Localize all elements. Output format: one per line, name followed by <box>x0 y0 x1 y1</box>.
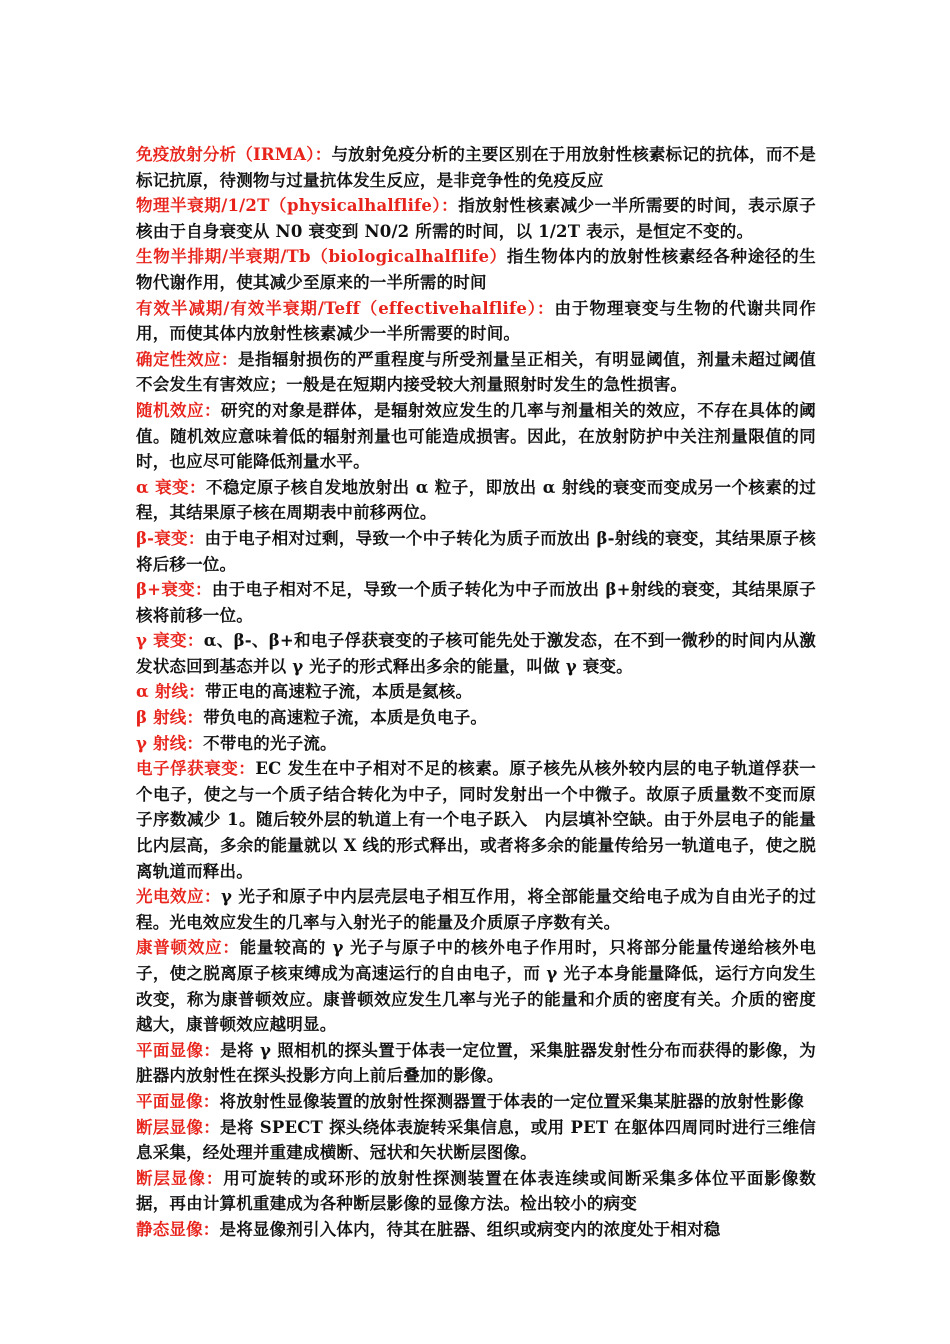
definition: 不带电的光子流。 <box>203 733 337 753</box>
entry-electron-capture <box>136 756 816 884</box>
term: α 衰变： <box>136 477 206 497</box>
entry-static-imaging <box>136 1217 816 1243</box>
term: 康普顿效应： <box>136 938 240 958</box>
term: 免疫放射分析（IRMA）： <box>136 145 332 164</box>
term: 电子俘获衰变： <box>136 759 256 779</box>
definition: 由于电子相对过剩，导致一个中子转化为质子而放出 β-射线的衰变，其结果原子核将后移一位。 <box>136 528 816 574</box>
definition: 与放射免疫分析的主要区别在于用放射性核素标记的抗体，而不是标记抗原，待测物与过量抗体发生反应，是非竞争性的免疫反应 <box>136 145 816 190</box>
term: β-衰变： <box>136 528 205 548</box>
term: 平面显像： <box>136 1040 221 1060</box>
definition: 不稳定原子核自发地放射出 α 粒子，即放出 α 射线的衰变而变成另一个核素的过程，其结果原子核在周期表中前移两位。 <box>136 477 816 523</box>
definition: EC 发生在中子相对不足的核素。原子核先从核外较内层的电子轨道俘获一个电子，使之与一个质子结合转化为中子，同时发射出一个中微子。故原子质量数不变而原子序数减少 1。随后较外层的轨道上有一个电子跃入 内层填补空缺。由于外层电子的能量比内层高，多余的能量就以 X 线的形式释出，或者将多余的能量传给另一轨道电子，使之脱离轨道而释出。 <box>136 759 816 881</box>
term: 断层显像： <box>136 1168 224 1188</box>
term: 平面显像： <box>136 1091 220 1111</box>
entry-tomographic-imaging-2 <box>136 1166 816 1217</box>
entry-planar-imaging-1 <box>136 1038 816 1089</box>
term: 物理半衰期/1/2T（physicalhalflife）： <box>136 196 459 216</box>
entry-tomographic-imaging-1 <box>136 1115 816 1166</box>
entry-biological-half-life <box>136 244 816 295</box>
entry-gamma-decay <box>136 628 816 679</box>
entry-alpha-decay <box>136 475 816 526</box>
term: β+衰变： <box>136 580 212 600</box>
term: 生物半排期/半衰期/Tb（biologicalhalflife） <box>136 247 507 267</box>
definition: 是将 SPECT 探头绕体表旋转采集信息，或用 PET 在躯体四周同时进行三维信息采集，经处理并重建成横断、冠状和矢状断层图像。 <box>136 1117 816 1163</box>
term: β 射线： <box>136 708 204 728</box>
entry-photoelectric-effect <box>136 884 816 935</box>
definition: 带正电的高速粒子流，本质是氦核。 <box>204 682 473 702</box>
definition: 由于物理衰变与生物的代谢共同作用，而使其体内放射性核素减少一半所需要的时间。 <box>136 298 817 344</box>
term: γ 射线： <box>136 733 204 753</box>
term: 断层显像： <box>136 1117 221 1137</box>
definition: 是将 γ 照相机的探头置于体表一定位置，采集脏器发射性分布而获得的影像，为脏器内放射性在探头投影方向上前后叠加的影像。 <box>136 1040 817 1086</box>
entry-stochastic-effect <box>136 398 816 475</box>
entry-beta-minus-decay <box>136 526 816 577</box>
definition: 将放射性显像装置的放射性探测器置于体表的一定位置采集某脏器的放射性影像 <box>219 1091 804 1111</box>
definition: 是将显像剂引入体内，待其在脏器、组织或病变内的浓度处于相对稳 <box>219 1219 721 1239</box>
term: 静态显像： <box>136 1219 220 1239</box>
definition: 指生物体内的放射性核素经各种途径的生物代谢作用，使其减少至原来的一半所需的时间 <box>136 247 816 292</box>
definition: 带负电的高速粒子流，本质是负电子。 <box>203 708 488 728</box>
definition: 是指辐射损伤的严重程度与所受剂量呈正相关，有明显阈值，剂量未超过阈值不会发生有害效应；一般是在短期内接受较大剂量照射时发生的急性损害。 <box>136 349 816 395</box>
term: 随机效应： <box>136 400 222 420</box>
entry-beta-ray <box>136 705 816 731</box>
definition: 研究的对象是群体，是辐射效应发生的几率与剂量相关的效应，不存在具体的阈值。随机效应意味着低的辐射剂量也可能造成损害。因此，在放射防护中关注剂量限值的同时，也应尽可能降低剂量水平。 <box>136 400 817 472</box>
entry-gamma-ray <box>136 731 816 757</box>
term: 有效半减期/有效半衰期/Teff（effectivehalflife）： <box>136 298 555 318</box>
entry-alpha-ray <box>136 679 816 705</box>
entry-deterministic-effect <box>136 347 816 398</box>
entry-effective-half-life <box>136 296 816 347</box>
definition: 由于电子相对不足，导致一个质子转化为中子而放出 β+射线的衰变，其结果原子核将前移一位。 <box>136 580 816 625</box>
document-page <box>136 142 816 1243</box>
entry-beta-plus-decay <box>136 577 816 628</box>
definition: γ 光子和原子中内层壳层电子相互作用，将全部能量交给电子成为自由光子的过程。光电效应发生的几率与入射光子的能量及介质原子序数有关。 <box>136 887 816 932</box>
term: 确定性效应： <box>136 349 239 369</box>
term: 光电效应： <box>136 887 221 907</box>
term: γ 衰变： <box>136 631 204 651</box>
definition: 能量较高的 γ 光子与原子中的核外电子作用时，只将部分能量传递给核外电子，使之脱离原子核束缚成为高速运行的自由电子，而 γ 光子本身能量降低，运行方向发生改变，称为康普顿效应。康普顿效应发生几率与光子的能量和介质的密度有关。介质的密度越大，康普顿效应越明显。 <box>136 938 816 1035</box>
definition: α、β-、β+和电子俘获衰变的子核可能先处于激发态，在不到一微秒的时间内从激发状态回到基态并以 γ 光子的形式释出多余的能量，叫做 γ 衰变。 <box>136 631 816 676</box>
entry-compton-effect <box>136 935 816 1037</box>
definition: 用可旋转的或环形的放射性探测装置在体表连续或间断采集多体位平面影像数据，再由计算机重建成为各种断层影像的显像方法。检出较小的病变 <box>136 1168 816 1214</box>
entry-physical-half-life <box>136 193 816 244</box>
definition: 指放射性核素减少一半所需要的时间，表示原子核由于自身衰变从 N0 衰变到 N0/2 所需的时间，以 1/2T 表示，是恒定不变的。 <box>136 196 817 241</box>
entry-irma <box>136 142 816 193</box>
term: α 射线： <box>136 682 205 702</box>
entry-planar-imaging-2 <box>136 1089 816 1115</box>
